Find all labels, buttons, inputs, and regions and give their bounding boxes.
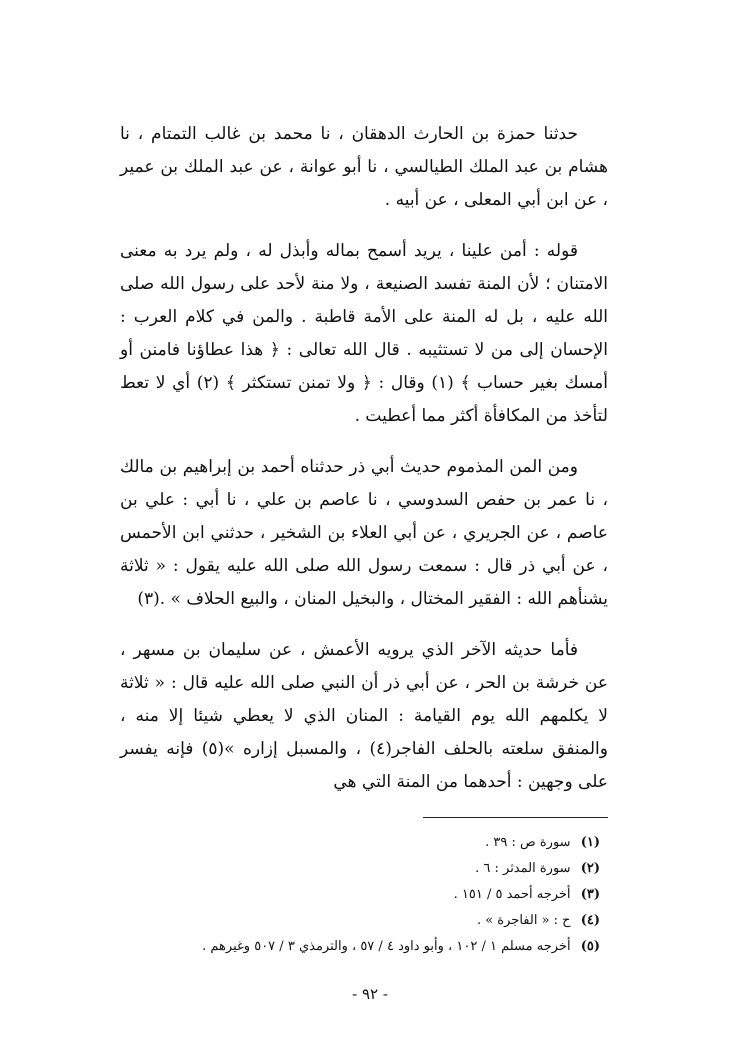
- page-number: - ٩٢ -: [352, 985, 388, 1003]
- footnote-item: [150, 908, 608, 934]
- footnote-text: أخرجه أحمد ٥ / ١٥١ .: [453, 887, 571, 902]
- footnote-number: (١): [580, 835, 600, 850]
- footnote-item: [150, 934, 608, 960]
- main-text: [120, 118, 608, 799]
- footnote-text: سورة ص : ٣٩ .: [485, 835, 571, 850]
- footnote-item: [150, 882, 608, 908]
- paragraph-commentary: قوله : أمن علينا ، يريد أسمح بماله وأبذل له ، ولم يرد به معنى الامتنان ؛ لأن المنة تفسد الصنيعة ، ولا منة لأحد على رسول الله صلى الله عليه ، بل له المنة على الأمة قاطبة . والمن في كلام العرب : الإحسان إلى من لا تستثيبه . قال الله تعالى : ﴿ هذا عطاؤنا فامنن أو أمسك بغير حساب ﴾ (١) وقال : ﴿ ولا تمنن تستكثر ﴾ (٢) أي لا تعط لتأخذ من المكافأة أكثر مما أعطيت .: [120, 241, 608, 426]
- footnote-number: (٢): [580, 861, 600, 876]
- footnote-list: [150, 830, 608, 960]
- footnote-text: أخرجه مسلم ١ / ١٠٢ ، وأبو داود ٤ / ٥٧ ، والترمذي ٣ / ٥٠٧ وغيرهم .: [202, 939, 571, 954]
- footnote-number: (٥): [580, 939, 600, 954]
- footnote-divider: [423, 817, 608, 818]
- footnotes: [150, 830, 608, 960]
- footnote-item: [150, 830, 608, 856]
- paragraph-isnad: حدثنا حمزة بن الحارث الدهقان ، نا محمد بن غالب التمتام ، نا هشام بن عبد الملك الطيالسي ، نا أبو عوانة ، عن عبد الملك بن عمير ، عن ابن أبي المعلى ، عن أبيه .: [120, 124, 608, 210]
- footnote-text: ح : « الفاجرة » .: [476, 913, 571, 928]
- footnote-text: سورة المدثر : ٦ .: [475, 861, 571, 876]
- footnote-number: (٣): [580, 887, 600, 902]
- paragraph-second-hadith: فأما حديثه الآخر الذي يرويه الأعمش ، عن سليمان بن مسهر ، عن خرشة بن الحر ، عن أبي ذر أن النبي صلى الله عليه قال : « ثلاثة لا يكلمهم الله يوم القيامة : المنان الذي لا يعطي شيئا إلا منه ، والمنفق سلعته بالحلف الفاجر(٤) ، والمسبل إزاره »(٥) فإنه يفسر على وجهين : أحدهما من المنة التي هي: [120, 640, 608, 792]
- footnote-item: [150, 856, 608, 882]
- footnote-number: (٤): [580, 913, 600, 928]
- paragraph-abu-dharr-hadith: ومن المن المذموم حديث أبي ذر حدثناه أحمد بن إبراهيم بن مالك ، نا عمر بن حفص السدوسي ، نا عاصم بن علي ، نا أبي : علي بن عاصم ، عن الجريري ، عن أبي العلاء بن الشخير ، حدثني ابن الأحمس ، عن أبي ذر قال : سمعت رسول الله صلى الله عليه يقول : « ثلاثة يشنأهم الله : الفقير المختال ، والبخيل المنان ، والبيع الحلاف » .(٣): [120, 457, 608, 609]
